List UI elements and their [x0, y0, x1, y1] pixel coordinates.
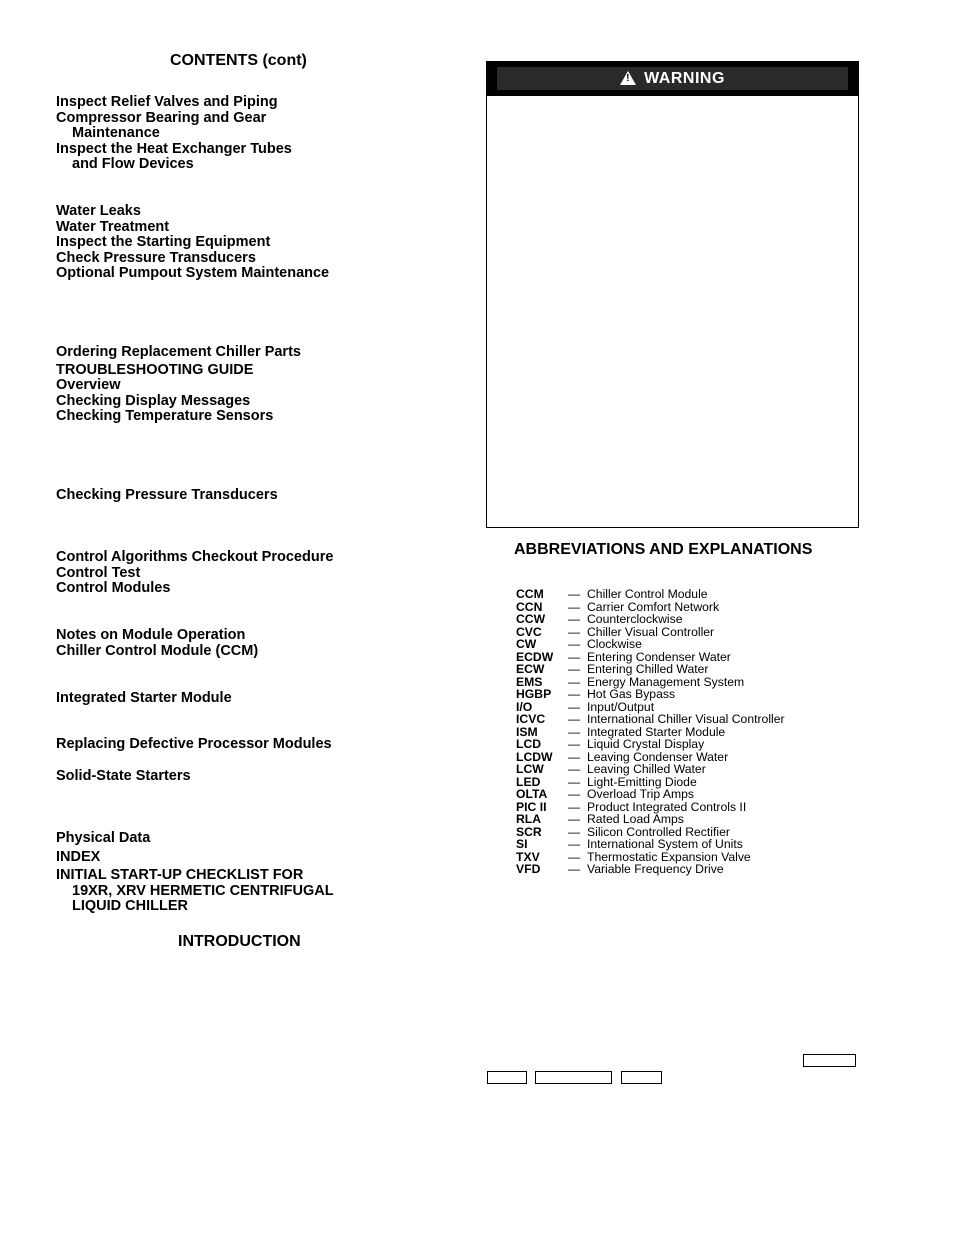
abbreviation-desc: Clockwise — [587, 637, 642, 651]
toc-item[interactable]: Replacing Defective Processor Modules — [56, 736, 332, 752]
abbreviation-code: LCW — [516, 762, 544, 776]
toc-item[interactable]: INDEX — [56, 848, 101, 865]
abbreviation-dash: — — [568, 674, 581, 689]
abbreviation-row — [516, 638, 785, 651]
abbreviation-row — [516, 738, 785, 751]
footer-box — [535, 1071, 612, 1084]
toc-group-troubleshooting — [56, 345, 386, 425]
abbreviation-code: CVC — [516, 624, 542, 639]
toc-item[interactable]: Control Test — [56, 564, 141, 581]
warning-label-bar — [497, 67, 848, 90]
abbreviation-code: OLTA — [516, 787, 548, 801]
abbreviation-desc: Variable Frequency Drive — [587, 862, 724, 876]
toc-item[interactable]: Control Algorithms Checkout Procedure — [56, 549, 334, 565]
abbreviation-desc: Silicon Controlled Rectifier — [587, 824, 730, 839]
abbreviation-desc: Overload Trip Amps — [587, 787, 695, 801]
abbreviation-desc: Integrated Starter Module — [587, 724, 726, 739]
abbreviation-code: LED — [516, 774, 541, 789]
abbreviation-dash: — — [568, 637, 581, 651]
toc-group-ism — [56, 691, 386, 707]
abbreviation-dash: — — [568, 612, 581, 626]
abbreviation-row — [516, 663, 785, 676]
abbreviation-dash: — — [568, 787, 581, 801]
toc-item[interactable]: Chiller Control Module (CCM) — [56, 642, 259, 659]
abbreviation-code: TXV — [516, 849, 540, 864]
abbreviation-desc: Carrier Comfort Network — [587, 599, 720, 614]
abbreviation-dash: — — [568, 762, 581, 776]
abbreviation-desc: International System of Units — [587, 837, 743, 851]
abbreviation-row — [516, 713, 785, 726]
warning-triangle-icon: ! — [620, 71, 636, 85]
toc-item[interactable]: Water Treatment — [56, 218, 170, 235]
abbreviation-dash: — — [568, 849, 581, 864]
toc-group-starters — [56, 769, 386, 785]
abbreviation-code: SCR — [516, 824, 542, 839]
abbreviation-row — [516, 788, 785, 801]
abbreviation-desc: International Chiller Visual Controller — [587, 712, 785, 726]
footer-box — [487, 1071, 527, 1084]
abbreviation-desc: Entering Condenser Water — [587, 649, 731, 664]
abbreviation-row — [516, 626, 785, 639]
abbreviation-row — [516, 688, 785, 701]
abbreviation-dash: — — [568, 824, 581, 839]
toc-item[interactable]: Inspect the Starting Equipment — [56, 234, 271, 251]
abbreviation-code: HGBP — [516, 687, 552, 701]
abbreviation-desc: Entering Chilled Water — [587, 662, 709, 676]
abbreviation-code: I/O — [516, 699, 533, 714]
abbreviation-row — [516, 588, 785, 601]
abbreviation-desc: Counterclockwise — [587, 612, 683, 626]
toc-item[interactable]: Ordering Replacement Chiller Parts — [56, 344, 301, 360]
abbreviation-desc: Chiller Visual Controller — [587, 624, 715, 639]
abbreviation-row — [516, 763, 785, 776]
toc-item[interactable]: Overview — [56, 377, 121, 394]
toc-group-control — [56, 550, 386, 597]
abbreviation-dash: — — [568, 699, 581, 714]
toc-item[interactable]: Inspect the Heat Exchanger Tubes — [56, 140, 292, 157]
toc-item[interactable]: Solid-State Starters — [56, 768, 191, 784]
abbreviation-code: CCN — [516, 599, 543, 614]
toc-item[interactable]: Water Leaks — [56, 203, 141, 219]
toc-item[interactable]: Compressor Bearing and Gear — [56, 109, 267, 126]
toc-item[interactable]: Control Modules — [56, 580, 171, 597]
toc-item[interactable]: TROUBLESHOOTING GUIDE — [56, 361, 254, 378]
toc-item[interactable]: Checking Display Messages — [56, 392, 251, 409]
introduction-heading: INTRODUCTION — [178, 933, 301, 950]
abbreviation-dash: — — [568, 774, 581, 789]
toc-item[interactable]: Checking Pressure Transducers — [56, 487, 278, 503]
abbreviation-desc: Thermostatic Expansion Valve — [587, 849, 751, 864]
abbreviation-dash: — — [568, 862, 581, 876]
abbreviation-code: ECW — [516, 662, 545, 676]
abbreviation-desc: Energy Management System — [587, 674, 745, 689]
toc-group-pressure — [56, 488, 386, 504]
abbreviation-row — [516, 613, 785, 626]
toc-item[interactable]: Check Pressure Transducers — [56, 249, 256, 266]
abbreviation-dash: — — [568, 749, 581, 764]
abbreviation-code: RLA — [516, 812, 542, 826]
warning-box — [486, 61, 859, 528]
abbreviation-code: VFD — [516, 862, 541, 876]
abbreviation-row — [516, 813, 785, 826]
footer-box — [803, 1054, 856, 1067]
abbreviation-desc: Product Integrated Controls II — [587, 799, 747, 814]
abbreviation-dash: — — [568, 812, 581, 826]
toc-item[interactable]: 19XR, XRV HERMETIC CENTRIFUGAL — [72, 882, 334, 899]
abbreviation-code: CCM — [516, 587, 544, 601]
abbreviation-desc: Liquid Crystal Display — [587, 737, 705, 751]
toc-item[interactable]: Notes on Module Operation — [56, 627, 246, 643]
abbreviation-desc: Light-Emitting Diode — [587, 774, 697, 789]
toc-item[interactable]: Integrated Starter Module — [56, 690, 232, 706]
toc-item[interactable]: LIQUID CHILLER — [72, 898, 188, 915]
abbreviation-desc: Leaving Chilled Water — [587, 762, 706, 776]
abbreviation-dash: — — [568, 624, 581, 639]
abbreviation-dash: — — [568, 649, 581, 664]
abbreviation-code: CCW — [516, 612, 546, 626]
abbreviation-dash: — — [568, 687, 581, 701]
toc-item[interactable]: Physical Data — [56, 830, 151, 846]
abbreviation-desc: Rated Load Amps — [587, 812, 684, 826]
abbreviation-desc: Input/Output — [587, 699, 655, 714]
abbreviation-code: CW — [516, 637, 537, 651]
abbreviation-dash: — — [568, 599, 581, 614]
warning-label: WARNING — [644, 69, 725, 87]
toc-item[interactable]: Inspect Relief Valves and Piping — [56, 94, 278, 110]
toc-group-final — [56, 831, 386, 915]
abbreviation-dash: — — [568, 799, 581, 814]
toc-group-water — [56, 204, 386, 282]
abbreviation-dash: — — [568, 662, 581, 676]
abbreviation-row — [516, 863, 785, 876]
abbreviation-dash: — — [568, 837, 581, 851]
toc-item[interactable]: Maintenance — [72, 125, 160, 142]
abbreviation-row — [516, 838, 785, 851]
abbreviation-code: EMS — [516, 674, 543, 689]
toc-group-modules — [56, 628, 386, 659]
abbreviation-code: ISM — [516, 724, 538, 739]
warning-header — [487, 62, 858, 96]
abbreviation-dash: — — [568, 712, 581, 726]
abbreviation-code: ICVC — [516, 712, 546, 726]
abbreviation-code: LCD — [516, 737, 542, 751]
abbreviation-code: ECDW — [516, 649, 554, 664]
abbreviations-list — [516, 588, 785, 876]
abbreviation-code: PIC II — [516, 799, 547, 814]
abbreviations-heading: ABBREVIATIONS AND EXPLANATIONS — [514, 541, 813, 558]
abbreviation-dash: — — [568, 587, 581, 601]
toc-item[interactable]: and Flow Devices — [72, 156, 194, 173]
abbreviation-desc: Hot Gas Bypass — [587, 687, 676, 701]
abbreviation-code: SI — [516, 837, 528, 851]
abbreviation-dash: — — [568, 737, 581, 751]
toc-group-replacing — [56, 737, 386, 753]
footer-box — [621, 1071, 662, 1084]
contents-title: CONTENTS (cont) — [170, 52, 307, 69]
toc-group-maintenance — [56, 95, 386, 173]
toc-item[interactable]: Optional Pumpout System Maintenance — [56, 265, 330, 282]
abbreviation-desc: Leaving Condenser Water — [587, 749, 729, 764]
abbreviation-code: LCDW — [516, 749, 553, 764]
abbreviation-desc: Chiller Control Module — [587, 587, 708, 601]
toc-item[interactable]: INITIAL START-UP CHECKLIST FOR — [56, 867, 304, 884]
toc-item[interactable]: Checking Temperature Sensors — [56, 408, 274, 425]
abbreviation-dash: — — [568, 724, 581, 739]
